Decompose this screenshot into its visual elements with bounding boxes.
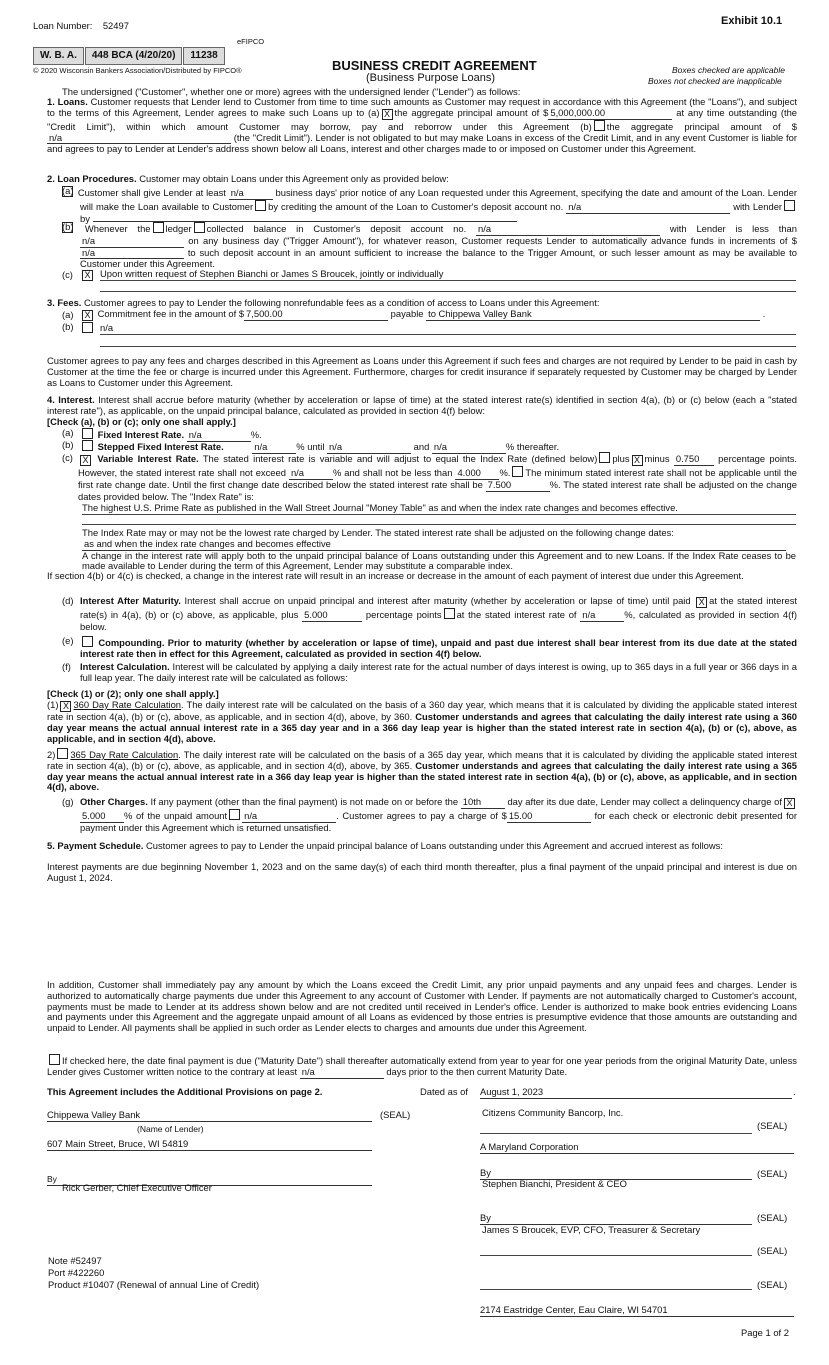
credit-limit-b-checkbox[interactable] xyxy=(594,120,605,131)
checked-note: Boxes checked are applicable xyxy=(672,65,785,75)
index-blank-line xyxy=(82,524,796,525)
product-number: Product #10407 (Renewal of annual Line of Credit) xyxy=(48,1279,260,1290)
section-2c-checkbox[interactable]: X xyxy=(82,270,93,281)
compounding-checkbox[interactable] xyxy=(82,636,93,647)
signer1-seal: (SEAL) xyxy=(757,1168,788,1179)
dated-label: Dated as of xyxy=(420,1086,468,1097)
by-checkbox[interactable] xyxy=(784,200,795,211)
credit-limit-b-amount[interactable]: n/a xyxy=(47,133,231,145)
customer-seal: (SEAL) xyxy=(757,1120,788,1131)
min-rate-applicability-checkbox[interactable] xyxy=(512,466,523,477)
section-3b-checkbox[interactable] xyxy=(82,322,93,333)
initial-rate[interactable]: 7.500 xyxy=(486,480,550,492)
commitment-fee-payee[interactable]: to Chippewa Valley Bank xyxy=(426,309,760,321)
section-4a-text: Fixed Interest Rate. n/a %. xyxy=(80,428,262,442)
stepped-rate-date[interactable]: n/a xyxy=(327,442,411,454)
intro-text: The undersigned ("Customer", whether one or more) agrees with the undersigned lender ("Lender") as follows: xyxy=(62,86,521,97)
section-3-fees: 3. Fees. Customer agrees to pay to Lender the following nonrefundable fees as a condition of access to Loans under this Agreement: xyxy=(47,297,600,308)
signer4-seal: (SEAL) xyxy=(757,1279,788,1290)
late-charge-amount[interactable]: n/a xyxy=(242,811,336,823)
payment-schedule-text[interactable]: Interest payments are due beginning November 1, 2023 and on the same day(s) of each third month thereafter, plus a final payment of the unpaid principal and interest is due on August 1, 2024. xyxy=(47,861,797,883)
signer2-seal: (SEAL) xyxy=(757,1212,788,1223)
form-code-boxes xyxy=(33,47,225,65)
fees-paragraph: Customer agrees to pay any fees and charges described in this Agreement as Loans under this Agreement if such fees and charges are not required by Lender to be paid in cash by Customer at the time the fee or charge is incurred under this Agreement. Furthermore, charges for credit insurance if separately requested by Customer may be charged by Lender as Loans to Customer under this Agreement. xyxy=(47,355,797,388)
late-charge-pct[interactable]: 5.000 xyxy=(80,811,124,823)
section-2-loan-procedures: 2. Loan Procedures. Customer may obtain Loans under this Agreement only as provided below: xyxy=(47,173,449,184)
section-4c-label: (c) xyxy=(62,452,73,463)
maturity-notice-days[interactable]: n/a xyxy=(300,1067,384,1079)
section-2a-checkbox[interactable] xyxy=(62,186,73,197)
section-3b-fee[interactable]: n/a xyxy=(100,323,796,335)
ledger-checkbox[interactable] xyxy=(153,222,164,233)
efipco-label: eFIPCO xyxy=(237,37,265,46)
note-number: Note #52497 xyxy=(48,1255,102,1266)
late-amount-checkbox[interactable] xyxy=(229,809,240,820)
section-4f-text: Interest Calculation. Interest will be calculated by applying a daily interest rate for the actual number of days interest is owing, up to 365 days in a full year or 366 days in a full leap year. The daily interest rate will be calculated as follows: xyxy=(80,661,797,683)
change-dates-field[interactable]: as and when the index rate changes and becomes effective xyxy=(82,539,786,551)
customer-name-line xyxy=(480,1133,752,1134)
addition-paragraph: In addition, Customer shall immediately pay any amount by which the Loans exceed the Credit Limit, any prior unpaid payments and any unpaid fees and charges. Lender is authorized to automatically charge payments due under this Agreement to any account of Customer with Lender. If payments are not automatically charged to Customer's account, payments must be made to Lender at its address shown below and are not credited until received in Lender's office. Lender is authorized to make book entries evidencing Loans and payments under this Agreement and the aggregate unpaid amount of all Loans as evidenced by those entries is presumptive evidence that those amounts are outstanding and unpaid to Lender. All payments shall be applied in such order as Lender elects to charges and amounts due under this Agreement. xyxy=(47,979,797,1034)
lender-signer: Rick Gerber, Chief Executive Officer xyxy=(62,1182,212,1193)
maturity-extension-checkbox[interactable] xyxy=(49,1054,60,1065)
advance-increment[interactable]: n/a xyxy=(80,248,184,260)
section-5-payment-schedule: 5. Payment Schedule. Customer agrees to pay to Lender the unpaid principal balance of Loans outstanding under this Agreement and accrued interest as follows: xyxy=(47,840,723,851)
section-2c-blank-line xyxy=(100,291,796,292)
calc-365-option: 2) 365 Day Rate Calculation. The daily interest rate will be calculated on the basis of a 365 day year, which means that it is calculated by dividing the applicable stated interest rate in section 4(a), (b) or (c), above, as applicable, and in section 4(d), above, by 365. Customer understands and agrees that calculating the daily interest rate using a 365 day year means the actual annual interest rate in a 366 day leap year is higher than the stated interest rate in section 4(a), (b) or (c), above, as applicable, and in section 4(d), above. xyxy=(47,749,797,793)
index-rate-description[interactable]: The highest U.S. Prime Rate as published in the Wall Street Journal "Money Table" as and when the index rate changes and becomes effective. xyxy=(82,503,796,515)
section-2b-text: Whenever the ledger collected balance in Customer's deposit account no. n/a with Lender is less than n/a on any business day ("Trigger Amount"), for whatever reason, Customer requests Lender to automatically advance funds in increments of $ n/a to such deposit account in an amount sufficient to increase the balance to the Trigger Amount, or such lesser amount as may be available to Customer under this Agreement. xyxy=(80,222,797,270)
section-4a-label: (a) xyxy=(62,427,74,438)
section-4d-text: Interest After Maturity. Interest shall accrue on unpaid principal and interest after maturity (whether by acceleration or lapse of time) until paid X at the stated interest rate(s) in 4(a), (b) or (c) above, as applicable, plus 5.000 percentage points at the stated interest rate of n/a %, calculated as provided in section 4(f) below. xyxy=(80,595,798,632)
stepped-rate-1[interactable]: n/a xyxy=(252,442,296,454)
customer-address[interactable]: 2174 Eastridge Center, Eau Claire, WI 54701 xyxy=(480,1305,794,1317)
form-code-number: 448 BCA (4/20/20) xyxy=(85,47,183,65)
section-2a-label: (a) xyxy=(62,185,74,196)
customer-type[interactable]: A Maryland Corporation xyxy=(480,1142,794,1154)
section-4g-label: (g) xyxy=(62,796,74,807)
calc-365-checkbox[interactable] xyxy=(57,748,68,759)
loan-number-value: 52497 xyxy=(102,20,129,31)
signer1-name: Stephen Bianchi, President & CEO xyxy=(482,1178,627,1189)
stepped-rate-checkbox[interactable] xyxy=(82,440,93,451)
min-rate[interactable]: 4.000 xyxy=(455,468,499,480)
dated-field[interactable]: August 1, 2023 xyxy=(480,1087,792,1099)
after-maturity-rate[interactable]: n/a xyxy=(580,610,624,622)
section-4b-text: Stepped Fixed Interest Rate. n/a % until n/a and n/a % thereafter. xyxy=(80,440,559,454)
after-maturity-rate-checkbox[interactable] xyxy=(444,608,455,619)
section-3b-checkbox-wrap xyxy=(80,322,95,335)
lender-name[interactable]: Chippewa Valley Bank xyxy=(47,1110,372,1122)
plus-checkbox[interactable] xyxy=(599,452,610,463)
form-code-wba: W. B. A. xyxy=(33,47,84,65)
lender-signature-line[interactable]: By xyxy=(47,1175,372,1186)
deposit-account-b[interactable]: n/a xyxy=(476,224,660,236)
notice-days[interactable]: n/a xyxy=(229,188,273,200)
form-code-id: 11238 xyxy=(183,47,224,65)
grace-day[interactable]: 10th xyxy=(461,797,505,809)
section-2c-label: (c) xyxy=(62,269,73,280)
section-3b-label: (b) xyxy=(62,321,74,332)
lender-address[interactable]: 607 Main Street, Bruce, WI 54819 xyxy=(47,1139,372,1151)
calc-check-note: [Check (1) or (2); only one shall apply.] xyxy=(47,688,219,699)
document-subtitle: (Business Purpose Loans) xyxy=(366,72,496,84)
minus-checkbox[interactable]: X xyxy=(632,455,643,466)
signer2-signature-line[interactable]: By xyxy=(480,1213,752,1225)
signer3-seal: (SEAL) xyxy=(757,1245,788,1256)
calc-360-option: (1) X 360 Day Rate Calculation. The daily interest rate will be calculated on the basis of a 360 day year, which means that it is calculated by dividing the applicable stated interest rate in section 4(a), (b) or (c), above, as applicable, and in section 4(d), above, by 360. Customer understands and agrees that calculating the daily interest rate using a 360 day year means the actual annual interest rate in a 365 day year and in a 366 day leap year is higher than the stated interest rate in section 4(a), (b) or (c), above, as applicable, and in section 4(d), above. xyxy=(47,699,797,744)
signer4-signature-line[interactable] xyxy=(480,1289,752,1290)
signer3-signature-line[interactable] xyxy=(480,1255,752,1256)
section-4c-text: X Variable Interest Rate. The stated interest rate is variable and will adjust to equal the Index Rate (defined below) plus X minus 0.750 percentage points. However, the stated interest rate shall not exceed n/a % and shall not be less than 4.000 %. The minimum stated interest rate shall not be applicable until the first rate change date. Until the first change date described below the stated interest rate shall be 7.500 %. The stated interest rate shall be adjusted on the change dates provided below. The "Index Rate" is: xyxy=(78,453,798,502)
max-rate[interactable]: n/a xyxy=(289,468,333,480)
lender-seal: (SEAL) xyxy=(380,1109,411,1120)
after-maturity-plus-checkbox[interactable]: X xyxy=(696,597,707,608)
copyright: © 2020 Wisconsin Bankers Association/Distributed by FIPCO® xyxy=(33,66,242,75)
section-4f-label: (f) xyxy=(62,661,71,672)
unchecked-note: Boxes not checked are inapplicable xyxy=(648,76,782,86)
additional-provisions-note: This Agreement includes the Additional Provisions on page 2. xyxy=(47,1086,323,1097)
section-2c-checkbox-wrap xyxy=(80,269,95,281)
section-2b-checkbox[interactable] xyxy=(62,222,73,233)
port-number: Port #422260 xyxy=(48,1267,105,1278)
rate-margin[interactable]: 0.750 xyxy=(674,454,714,466)
section-4b-label: (b) xyxy=(62,439,74,450)
customer-name: Citizens Community Bancorp, Inc. xyxy=(482,1107,624,1118)
dated-period: . xyxy=(793,1086,796,1097)
loan-number: Loan Number: 52497 xyxy=(33,20,129,31)
maturity-extension: If checked here, the date final payment is due ("Maturity Date") shall thereafter automatically extend from year to year for one year periods from the original Maturity Date, unless Lender gives Customer written notice to the contrary at least n/a days prior to the then current Maturity Date. xyxy=(47,1055,797,1077)
deposit-account-a[interactable]: n/a xyxy=(566,202,730,214)
section-4e-text: Compounding. Prior to maturity (whether by acceleration or lapse of time), unpaid and past due interest shall bear interest from its due date at the stated interest rate then in effect for this Agreement, calculated as provided in section 4(f) below. xyxy=(80,637,797,659)
section-3a-label: (a) xyxy=(62,309,74,320)
stepped-rate-2[interactable]: n/a xyxy=(432,442,506,454)
crediting-checkbox[interactable] xyxy=(255,200,266,211)
section-4-interest: 4. Interest. Interest shall accrue before maturity (whether by acceleration or lapse of time) at the stated interest rate(s) identified in section 4(a), (b) or (c) below (each a "stated interest rate"), as applicable, on the unpaid principal balance, calculated as provided in section 4(f) below: [Check (a), (b) or (c); only one shall apply.] xyxy=(47,394,797,427)
commitment-fee-checkbox[interactable]: X xyxy=(82,310,93,321)
late-pct-checkbox[interactable]: X xyxy=(784,798,795,809)
section-1-loans: 1. Loans. Customer requests that Lender lend to Customer from time to time such amounts as Customer may request in accordance with this Agreement (the "Loans"), and subject to the terms of this Agreement, Lender agrees to make such Loans up to (a) X the aggregate principal amount of $ 5,000,000.00 at any time outstanding (the "Credit Limit"), within which amount Customer may borrow, pay and reborrow under this Agreement (b) the aggregate principal amount of $n/a (the "Credit Limit"). Lender is not obligated to but may make Loans in excess of the Credit Limit, and in any event Customer is liable for and agrees to pay to Lender at Lender's address shown below all Loans, interest and other charges made to or imposed on Customer under this Agreement. xyxy=(47,96,798,155)
fixed-rate-checkbox[interactable] xyxy=(82,428,93,439)
name-of-lender-caption: (Name of Lender) xyxy=(137,1124,204,1134)
commitment-fee-amount[interactable]: 7,500.00 xyxy=(244,309,388,321)
signer2-name: James S Broucek, EVP, CFO, Treasurer & Secretary xyxy=(482,1224,701,1235)
fixed-rate-value[interactable]: n/a xyxy=(187,430,251,442)
section-3a-text: X Commitment fee in the amount of $ 7,500.00 payable to Chippewa Valley Bank . xyxy=(80,309,796,321)
section-4g-text: Other Charges. If any payment (other than the final payment) is not made on or before the 10th day after its due date, Lender may collect a delinquency charge of X5.000 % of the unpaid amount n/a . Customer agrees to pay a charge of $ 15.00 for each check or electronic debit presented for payment under this Agreement which is returned unsatisfied. xyxy=(80,796,798,833)
section-2c-procedure[interactable]: Upon written request of Stephen Bianchi or James S Broucek, jointly or individually xyxy=(100,269,796,281)
credit-limit-a-checkbox[interactable]: X xyxy=(382,109,393,120)
section-3b-blank-line xyxy=(100,346,796,347)
rate-change-note: If section 4(b) or 4(c) is checked, a change in the interest rate will result in an increase or decrease in the amount of each payment of interest due under this Agreement. xyxy=(47,570,744,581)
trigger-amount[interactable]: n/a xyxy=(80,236,184,248)
calc-360-checkbox[interactable]: X xyxy=(60,701,71,712)
exhibit-label: Exhibit 10.1 xyxy=(721,15,783,27)
document-title: BUSINESS CREDIT AGREEMENT xyxy=(332,58,537,73)
credit-limit-amount[interactable]: 5,000,000.00 xyxy=(548,108,672,120)
section-4e-label: (e) xyxy=(62,635,74,646)
returned-item-fee[interactable]: 15.00 xyxy=(507,811,591,823)
change-dates-text: The Index Rate may or may not be the lowest rate charged by Lender. The stated interest rate shall be adjusted on the following change dates: as and when the index rate changes and becomes effective A change in the interest rate will apply both to the unpaid principal balance of Loans outstanding under this Agreement and to new Loans. If the Index Rate ceases to be made available to Lender during the term of this Agreement, Lender may substitute a comparable index. xyxy=(82,527,796,572)
section-2a-text: Customer shall give Lender at least n/a business days' prior notice of any Loan requested under this Agreement, specifying the date and amount of the Loan. Lender will make the Loan available to Customer by crediting the amount of the Loan to Customer's deposit account no. n/a with Lenderby xyxy=(80,186,797,224)
page-number: Page 1 of 2 xyxy=(741,1327,789,1338)
after-maturity-points[interactable]: 5.000 xyxy=(302,610,362,622)
section-2b-label: (b) xyxy=(62,221,74,232)
variable-rate-checkbox[interactable]: X xyxy=(80,455,91,466)
collected-checkbox[interactable] xyxy=(194,222,205,233)
signer1-signature-line[interactable]: By xyxy=(480,1168,752,1180)
section-4d-label: (d) xyxy=(62,595,74,606)
